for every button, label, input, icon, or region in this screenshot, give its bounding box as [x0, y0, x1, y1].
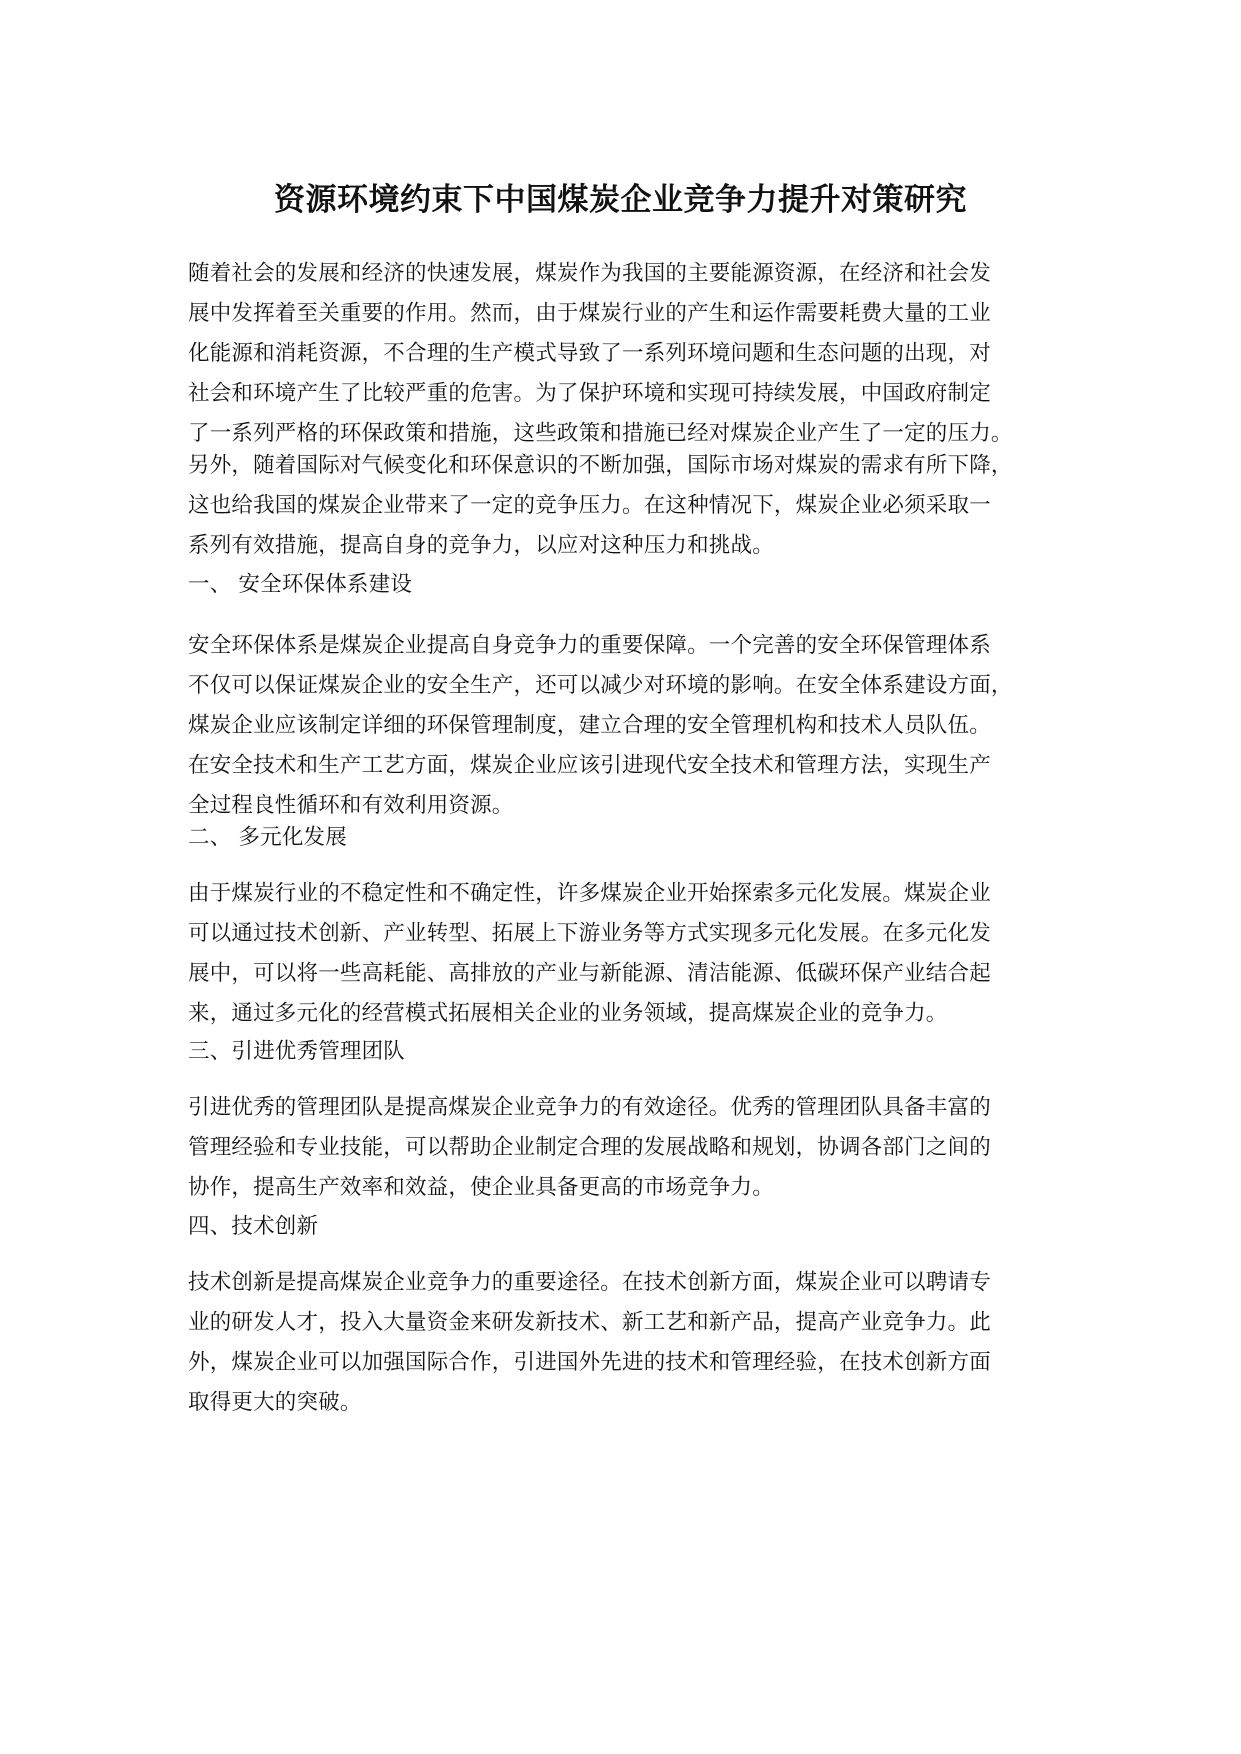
heading-text: 一、 安全环保体系建设	[188, 572, 413, 597]
paragraph-line: 全过程良性循环和有效利用资源。	[188, 793, 514, 818]
paragraph-line: 管理经验和专业技能，可以帮助企业制定合理的发展战略和规划，协调各部门之间的	[188, 1135, 991, 1160]
section-heading	[188, 1207, 1088, 1247]
paragraph-line: 了一系列严格的环保政策和措施，这些政策和措施已经对煤炭企业产生了一定的压力。	[188, 421, 1013, 446]
paragraph-line: 煤炭企业应该制定详细的环保管理制度，建立合理的安全管理机构和技术人员队伍。	[188, 713, 991, 738]
paragraph-line: 引进优秀的管理团队是提高煤炭企业竞争力的有效途径。优秀的管理团队具备丰富的	[188, 1095, 991, 1120]
paragraph-line: 不仅可以保证煤炭企业的安全生产，还可以减少对环境的影响。在安全体系建设方面，	[188, 673, 1013, 698]
document-title: 资源环境约束下中国煤炭企业竞争力提升对策研究	[274, 182, 967, 218]
section-heading	[188, 565, 1088, 605]
paragraph-line: 外，煤炭企业可以加强国际合作，引进国外先进的技术和管理经验，在技术创新方面	[188, 1350, 991, 1375]
section-heading	[188, 1032, 1088, 1072]
paragraph	[188, 1088, 1088, 1208]
section-heading	[188, 818, 1088, 858]
paragraph-line: 由于煤炭行业的不稳定性和不确定性，许多煤炭企业开始探索多元化发展。煤炭企业	[188, 881, 991, 906]
heading-text: 二、 多元化发展	[188, 825, 347, 850]
paragraph-line: 业的研发人才，投入大量资金来研发新技术、新工艺和新产品，提高产业竞争力。此	[188, 1310, 991, 1335]
paragraph-line: 随着社会的发展和经济的快速发展，煤炭作为我国的主要能源资源，在经济和社会发	[188, 261, 991, 286]
paragraph-line: 安全环保体系是煤炭企业提高自身竞争力的重要保障。一个完善的安全环保管理体系	[188, 633, 991, 658]
paragraph-line: 协作，提高生产效率和效益，使企业具备更高的市场竞争力。	[188, 1175, 774, 1200]
paragraph	[188, 874, 1088, 1034]
paragraph	[188, 446, 1088, 566]
paragraph-line: 在安全技术和生产工艺方面，煤炭企业应该引进现代安全技术和管理方法，实现生产	[188, 753, 991, 778]
paragraph-line: 展中发挥着至关重要的作用。然而，由于煤炭行业的产生和运作需要耗费大量的工业	[188, 301, 991, 326]
paragraph-line: 社会和环境产生了比较严重的危害。为了保护环境和实现可持续发展，中国政府制定	[188, 381, 991, 406]
paragraph-line: 来，通过多元化的经营模式拓展相关企业的业务领域，提高煤炭企业的竞争力。	[188, 1001, 948, 1026]
paragraph-line: 取得更大的突破。	[188, 1390, 362, 1415]
paragraph-line: 技术创新是提高煤炭企业竞争力的重要途径。在技术创新方面，煤炭企业可以聘请专	[188, 1270, 991, 1295]
paragraph	[188, 626, 1088, 826]
paragraph-line: 可以通过技术创新、产业转型、拓展上下游业务等方式实现多元化发展。在多元化发	[188, 921, 991, 946]
paragraph-line: 这也给我国的煤炭企业带来了一定的竞争压力。在这种情况下，煤炭企业必须采取一	[188, 493, 991, 518]
heading-text: 三、引进优秀管理团队	[188, 1039, 406, 1064]
paragraph	[188, 1263, 1088, 1423]
paragraph-line: 另外，随着国际对气候变化和环保意识的不断加强，国际市场对煤炭的需求有所下降，	[188, 453, 1013, 478]
heading-text: 四、技术创新	[188, 1214, 319, 1239]
paragraph-line: 展中，可以将一些高耗能、高排放的产业与新能源、清洁能源、低碳环保产业结合起	[188, 961, 991, 986]
paragraph-line: 化能源和消耗资源，不合理的生产模式导致了一系列环境问题和生态问题的出现，对	[188, 341, 991, 366]
paragraph	[188, 254, 1088, 454]
paragraph-line: 系列有效措施，提高自身的竞争力，以应对这种压力和挑战。	[188, 533, 774, 558]
